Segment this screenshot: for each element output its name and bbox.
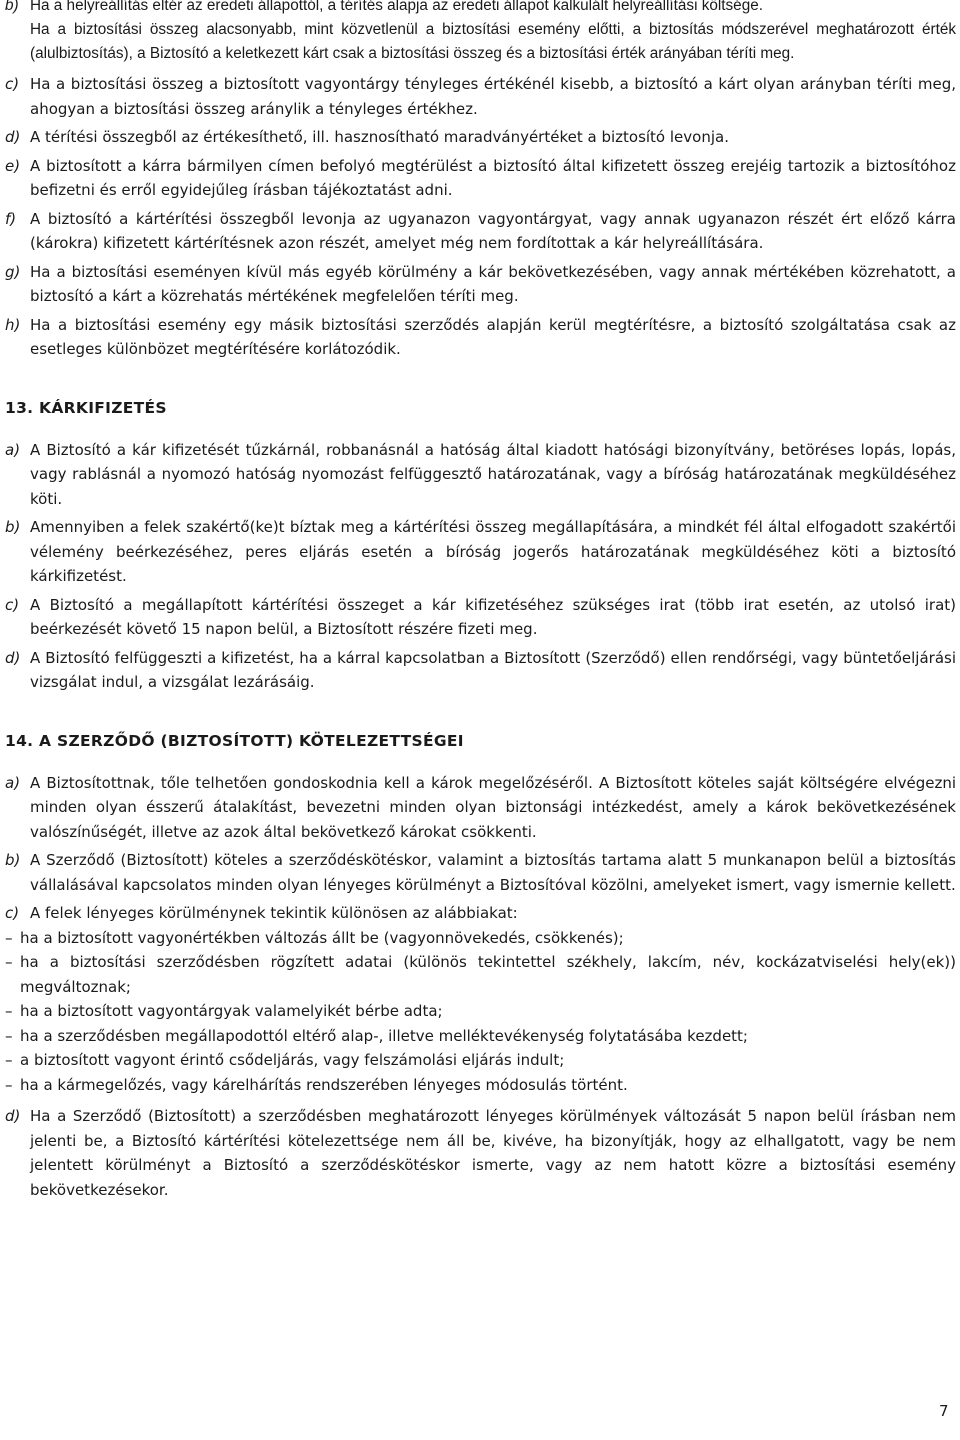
dash-mark: – [5, 953, 13, 971]
item-label: h) [5, 315, 21, 334]
item-d-13 [5, 646, 956, 695]
item-text: A felek lényeges körülménynek tekintik különösen az alábbiakat: [30, 904, 518, 922]
item-label: c) [5, 595, 20, 614]
item-b-13 [5, 515, 956, 589]
dash-mark: – [5, 1002, 13, 1020]
item-label: a) [5, 773, 21, 792]
dash-mark: – [5, 1075, 13, 1094]
section-heading-14: 14. A SZERZŐDŐ (BIZTOSÍTOTT) KÖTELEZETTSÉGEI [5, 731, 464, 750]
dash-item [5, 999, 956, 1024]
item-g-prev [5, 260, 956, 309]
item-e-prev [5, 154, 956, 203]
item-label: b) [5, 851, 21, 869]
item-label: d) [5, 1107, 21, 1125]
dash-text: ha a szerződésben megállapodottól eltérő alap-, illetve melléktevékenység folytatásába kezdett; [20, 1026, 748, 1045]
dash-mark: – [5, 1026, 13, 1045]
dash-text: ha a biztosítási szerződésben rögzített adatai (különös tekintettel székhely, lakcím, név, kockázatviselési hely(ek)) megváltoznak; [20, 953, 956, 996]
dash-text: ha a biztosított vagyonértékben változás állt be (vagyonnövekedés, csökkenés); [20, 928, 624, 947]
item-text: Ha a Szerződő (Biztosított) a szerződésben meghatározott lényeges körülmények változását 5 napon belül írásban nem jelenti be, a Biztosító kártérítési kötelezettsége nem áll be, kivéve, ha bizonyítják, hogy az elhallgatott, vagy be nem jelentett körülményt a Biztosító a szerződéskötéskor ismerte, vagy az nem hatott közre a biztosítási esemény bekövetkezésekor. [30, 1107, 956, 1199]
item-a-14 [5, 771, 956, 845]
dash-item [5, 1024, 956, 1049]
dash-mark: – [5, 1051, 13, 1069]
item-label: f) [5, 209, 17, 228]
item-f-prev [5, 207, 956, 256]
dash-text: a biztosított vagyont érintő csődeljárás, vagy felszámolási eljárás indult; [20, 1051, 565, 1069]
item-label: e) [5, 156, 21, 175]
dash-item [5, 926, 956, 951]
item-b-prev [5, 0, 956, 66]
item-d-prev [5, 125, 956, 150]
item-text: Ha a biztosítási esemény egy másik biztosítási szerződés alapján kerül megtérítésre, a biztosító szolgáltatása csak az esetleges különbözet megtérítésére korlátozódik. [30, 315, 956, 358]
dash-item [5, 950, 956, 999]
item-text: A térítési összegből az értékesíthető, ill. hasznosítható maradványértéket a biztosító levonja. [30, 128, 729, 146]
item-text: A biztosított a kárra bármilyen címen befolyó megtérülést a biztosító által kifizetett összeg erejéig tartozik a biztosítóhoz befizetni és erről egyidejűleg írásban tájékoztatást adni. [30, 156, 956, 199]
item-text: A Biztosítottnak, tőle telhetően gondoskodnia kell a károk megelőzéséről. A Biztosított köteles saját költségére elvégezni minden olyan ésszerű átalakítást, bevezetni minden olyan biztonsági intézkedést, amely a károk bekövetkezésének valószínűségét, illetve az azok által bekövetkező károkat csökkenti. [30, 773, 956, 841]
item-d-14 [5, 1104, 956, 1202]
item-label: d) [5, 128, 21, 146]
dash-mark: – [5, 928, 13, 947]
item-label: g) [5, 262, 21, 281]
item-text: Amennyiben a felek szakértő(ke)t bíztak meg a kártérítési összeg megállapítására, a mindkét fél által elfogadott szakértői vélemény beérkezéséhez, peres eljárás esetén a bíróság jogerős határozatának megküldéséhez köti a biztosító kárkifizetést. [30, 518, 956, 585]
item-h-prev [5, 313, 956, 362]
item-text: A Biztosító a megállapított kártérítési összeget a kár kifizetéséhez szükséges irat (több irat esetén, az utolsó irat) beérkezését követő 15 napon belül, a Biztosított részére fizeti meg. [30, 595, 956, 638]
item-text: A Biztosító felfüggeszti a kifizetést, ha a kárral kapcsolatban a Biztosított (Szerződő) ellen rendőrségi, vagy büntetőeljárási vizsgálat indul, a vizsgálat lezárásáig. [30, 648, 956, 691]
item-label: c) [5, 904, 20, 922]
item-label: d) [5, 648, 21, 667]
dash-text: ha a kármegelőzés, vagy kárelhárítás rendszerében lényeges módosulás történt. [20, 1075, 628, 1094]
item-line: Ha a helyreállítás eltér az eredeti állapottól, a térítés alapja az eredeti állapot kalkulált helyreállítási költsége. [30, 0, 763, 14]
item-c-14 [5, 901, 956, 926]
item-text: A biztosító a kártérítési összegből levonja az ugyanazon vagyontárgyat, vagy annak ugyanazon részét ért előző kárra (károkra) kifizetett kártérítésnek azon részét, amelyet még nem fordítottak a kár helyreállítására. [30, 209, 956, 252]
item-label: b) [5, 0, 19, 14]
item-line: Ha a biztosítási összeg alacsonyabb, mint közvetlenül a biztosítási esemény előtti, a biztosítás módszerével meghatározott érték (alulbiztosítás), a Biztosító a keletkezett kárt csak a biztosítási összeg és a biztosítási érték arányában téríti meg. [30, 21, 956, 62]
dash-item [5, 1073, 956, 1098]
item-text: Ha a biztosítási eseményen kívül más egyéb körülmény a kár bekövetkezésében, vagy annak mértékében közrehatott, a biztosító a kárt a közrehatás mértékének megfelelően téríti meg. [30, 262, 956, 305]
item-c-prev [5, 72, 956, 121]
item-label: c) [5, 75, 20, 93]
item-c-13 [5, 593, 956, 642]
page-number: 7 [939, 1402, 949, 1420]
item-a-13 [5, 438, 956, 512]
item-text: A Biztosító a kár kifizetését tűzkárnál, robbanásnál a hatóság által kiadott hatósági bizonyítvány, betöréses lopás, lopás, vagy rablásnál a nyomozó hatóság nyomozást felfüggesztő határozatának, vagy a bíróság határozatának megküldéséhez köti. [30, 440, 956, 508]
item-text: Ha a biztosítási összeg a biztosított vagyontárgy tényleges értékénél kisebb, a biztosító a kárt olyan arányban téríti meg, ahogyan a biztosítási összeg aránylik a tényleges értékhez. [30, 75, 956, 118]
item-label: a) [5, 440, 21, 459]
dash-text: ha a biztosított vagyontárgyak valamelyikét bérbe adta; [20, 1002, 443, 1020]
item-text: A Szerződő (Biztosított) köteles a szerződéskötéskor, valamint a biztosítás tartama alatt 5 munkanapon belül a biztosítás vállalásával kapcsolatos minden olyan lényeges körülményt a Biztosítóval közölni, amelyeket ismert, vagy ismernie kellett. [30, 851, 956, 894]
item-b-14 [5, 848, 956, 897]
dash-item [5, 1048, 956, 1073]
section-heading-13: 13. KÁRKIFIZETÉS [5, 398, 167, 417]
item-label: b) [5, 518, 21, 536]
